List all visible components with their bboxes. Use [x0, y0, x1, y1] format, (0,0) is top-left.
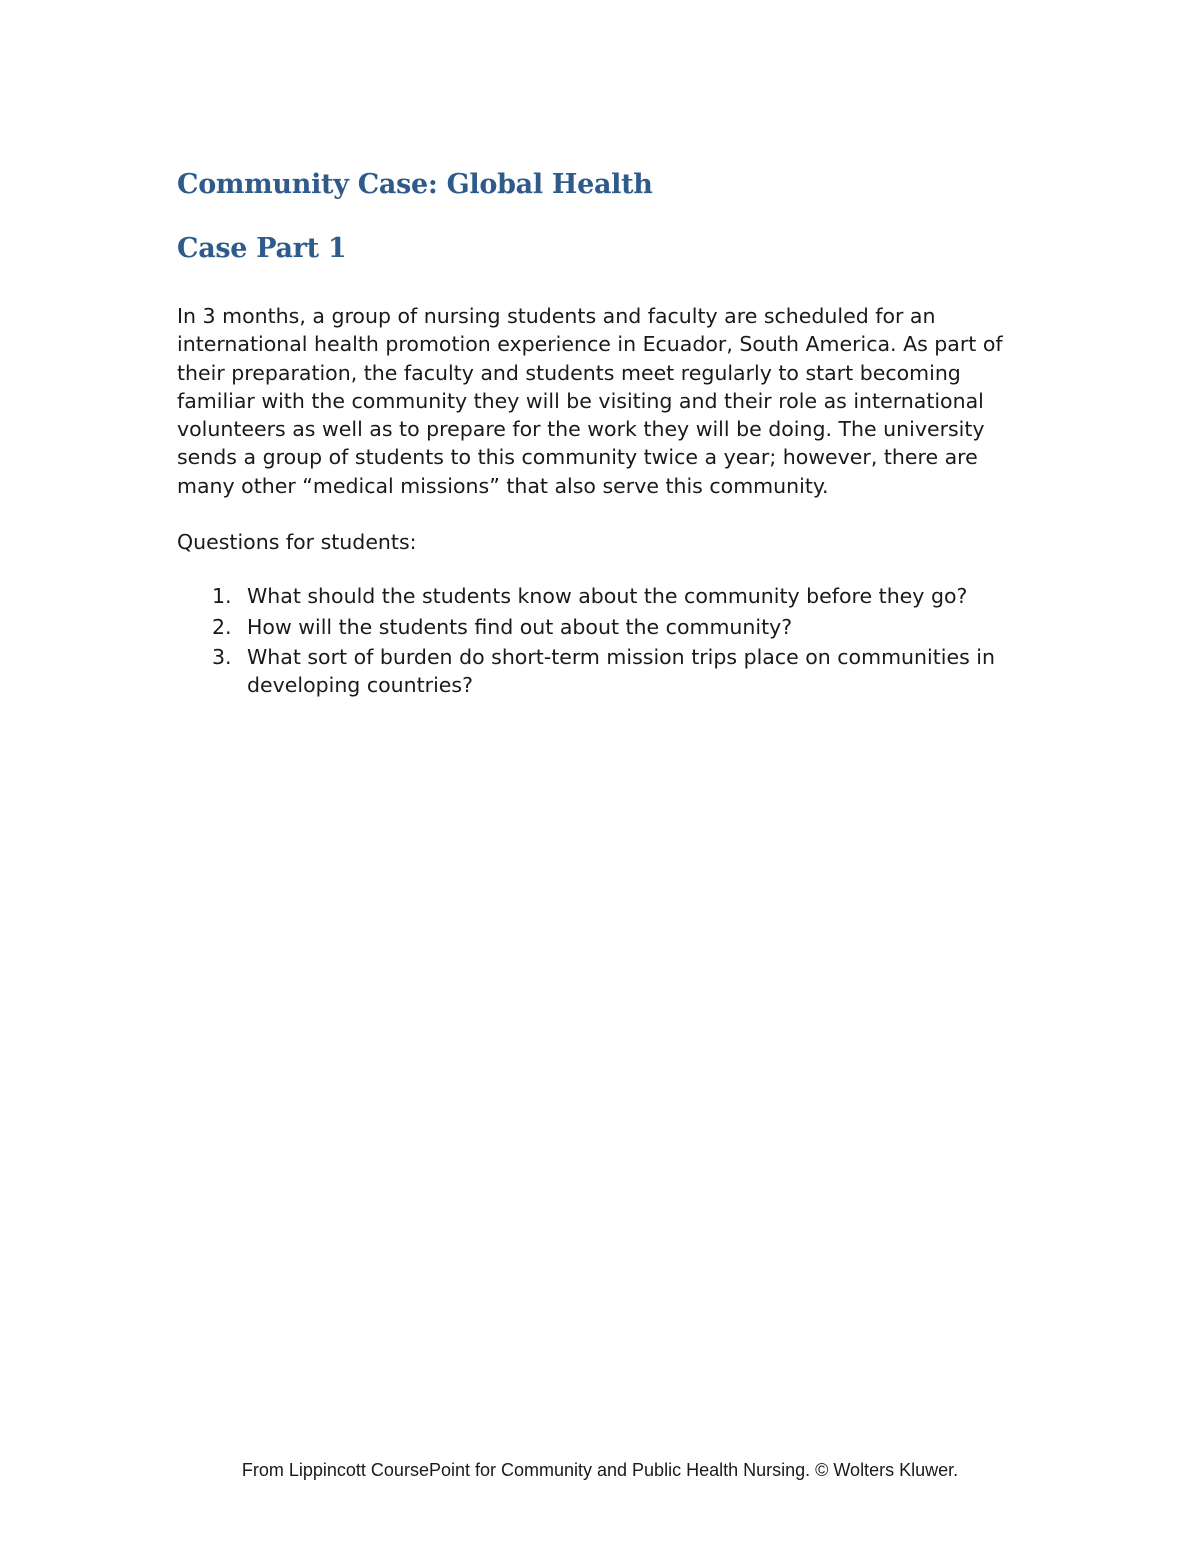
question-number: 2.	[212, 614, 232, 639]
question-number: 3.	[212, 644, 232, 669]
section-title: Case Part 1	[177, 233, 347, 264]
question-item	[177, 643, 1037, 700]
questions-intro: Questions for students:	[177, 530, 417, 555]
question-number: 1.	[212, 584, 232, 609]
case-paragraph: In 3 months, a group of nursing students and faculty are scheduled for an international health promotion experience in Ecuador, South America. As part of their preparation, the faculty and students meet regularly to start becoming familiar with the community they will be visiting and their role as international volunteers as well as to prepare for the work they will be doing. The university sends a group of students to this community twice a year; however, there are many other “medical missions” that also serve this community.	[177, 304, 1003, 498]
question-item	[177, 613, 1037, 641]
question-text: What sort of burden do short-term mission trips place on communities in developing countries?	[247, 644, 995, 698]
document-title: Community Case: Global Health	[177, 169, 653, 200]
question-text: How will the students find out about the community?	[247, 614, 793, 639]
page-footer: From Lippincott CoursePoint for Community and Public Health Nursing. © Wolters Kluwer.	[241, 1460, 959, 1480]
question-item	[177, 582, 1037, 610]
document-content	[177, 160, 1037, 702]
question-list	[177, 582, 1037, 699]
question-text: What should the students know about the community before they go?	[247, 584, 968, 609]
